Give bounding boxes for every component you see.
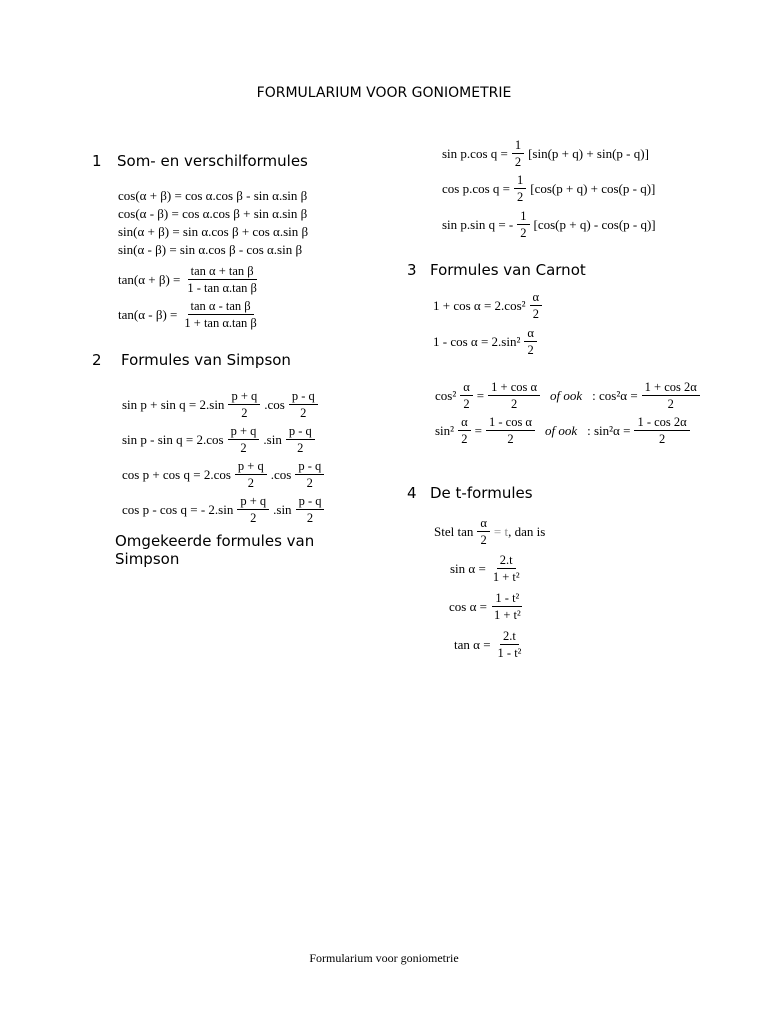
section-4-number: 4 xyxy=(407,484,417,502)
denominator: 2 xyxy=(510,397,518,411)
formula-lhs: cos² xyxy=(435,387,457,403)
numerator: p - q xyxy=(296,493,325,510)
formula-rhs: [cos(p + q) + cos(p - q)] xyxy=(530,180,656,196)
numerator: p - q xyxy=(286,423,315,440)
subsection-heading: Omgekeerde formules van Simpson xyxy=(115,532,315,568)
numerator: 1 xyxy=(514,172,526,189)
formula-inverse-3 xyxy=(440,208,658,241)
formula-t-intro xyxy=(432,515,547,548)
formula-rhs: [cos(p + q) - cos(p - q)] xyxy=(533,216,656,232)
fraction xyxy=(295,458,324,491)
formula-simpson-1 xyxy=(120,388,320,421)
section-2-number: 2 xyxy=(92,351,102,369)
numerator: 2.t xyxy=(500,628,519,645)
numerator: 1 xyxy=(517,208,529,225)
section-1-heading: Som- en verschilformules xyxy=(117,152,308,170)
formula-lhs: tan(α + β) = xyxy=(118,271,181,287)
formula-inverse-1 xyxy=(440,137,651,170)
formula-tan-sum xyxy=(116,263,262,296)
fraction xyxy=(495,628,525,661)
denominator: 1 + t² xyxy=(492,570,520,584)
formula-text: cos(α - β) = cos α.cos β + sin α.sin β xyxy=(118,206,308,221)
fraction xyxy=(512,137,524,170)
denominator: 2 xyxy=(532,307,539,321)
formula-simpson-3 xyxy=(120,458,326,491)
alt-lhs: : sin²α = xyxy=(587,422,631,438)
formula-text: cos(α + β) = cos α.cos β - sin α.sin β xyxy=(118,188,308,203)
formula-carnot-1 xyxy=(431,289,544,322)
formula-carnot-4 xyxy=(433,414,692,447)
fraction xyxy=(286,423,315,456)
fraction xyxy=(460,379,473,412)
formula-lhs: tan α = xyxy=(454,636,491,652)
formula-t-sin xyxy=(448,552,525,585)
denominator: 2 xyxy=(461,432,468,446)
alt-word: of ook xyxy=(550,387,583,403)
denominator: 2 xyxy=(250,511,257,525)
fraction xyxy=(184,263,260,296)
fraction xyxy=(517,208,529,241)
numerator: p - q xyxy=(295,458,324,475)
fraction xyxy=(458,414,471,447)
numerator: p + q xyxy=(228,388,260,405)
numerator: tan α + tan β xyxy=(188,263,257,280)
formula-text: sin(α + β) = sin α.cos β + cos α.sin β xyxy=(118,224,309,239)
section-2-heading: Formules van Simpson xyxy=(121,351,291,369)
fraction xyxy=(634,414,689,447)
alt-word: of ook xyxy=(544,422,578,438)
formula-t-cos xyxy=(447,590,526,623)
formula-mid: .sin xyxy=(263,431,282,447)
denominator: 2 xyxy=(507,432,514,446)
fraction xyxy=(642,379,700,412)
fraction xyxy=(514,172,526,205)
formula-simpson-4 xyxy=(120,493,326,526)
numerator: α xyxy=(530,289,543,306)
fraction xyxy=(235,458,267,491)
formula-tan-diff xyxy=(116,298,262,331)
denominator: 2 xyxy=(658,432,666,446)
fraction xyxy=(296,493,325,526)
formula-lhs: sin α = xyxy=(450,560,486,576)
formula-carnot-2 xyxy=(431,325,539,358)
formula-mid: .sin xyxy=(273,501,292,517)
intro-tail: , dan is xyxy=(508,523,546,539)
fraction xyxy=(237,493,269,526)
denominator: 2 xyxy=(514,155,522,169)
formula-lhs: sin p.cos q = xyxy=(442,145,508,161)
denominator: 2 xyxy=(297,441,304,455)
numerator: 1 xyxy=(512,137,524,154)
numerator: p - q xyxy=(289,388,318,405)
denominator: 2 xyxy=(463,397,470,411)
denominator: 1 - tan α.tan β xyxy=(187,281,257,295)
formula-lhs: cos p.cos q = xyxy=(442,180,510,196)
formula-t-tan xyxy=(452,628,526,661)
numerator: 1 - cos α xyxy=(486,414,535,431)
formula-lhs: 1 - cos α = 2.sin² xyxy=(433,333,521,349)
fraction xyxy=(181,298,259,331)
formula-lhs: cos p + cos q = 2.cos xyxy=(122,466,231,482)
denominator: 2 xyxy=(241,406,248,420)
fraction xyxy=(486,414,535,447)
numerator: 1 - cos 2α xyxy=(634,414,689,431)
numerator: α xyxy=(460,379,473,396)
page-title: FORMULARIUM VOOR GONIOMETRIE xyxy=(256,85,512,101)
denominator: 1 + t² xyxy=(493,608,521,622)
numerator: 2.t xyxy=(497,552,516,569)
formula-lhs: sin p.sin q = - xyxy=(442,216,514,232)
formula-cos-diff xyxy=(116,205,309,223)
formula-mid: .cos xyxy=(264,396,285,412)
formula-lhs: tan(α - β) = xyxy=(118,306,178,322)
fraction xyxy=(488,379,540,412)
formula-lhs: cos α = xyxy=(449,598,487,614)
formula-inverse-2 xyxy=(440,172,657,205)
denominator: 2 xyxy=(520,226,527,240)
denominator: 2 xyxy=(667,397,674,411)
formula-lhs: sin² xyxy=(435,422,455,438)
formula-rhs: [sin(p + q) + sin(p - q)] xyxy=(528,145,649,161)
fraction xyxy=(477,515,490,548)
formula-cos-sum xyxy=(116,187,309,205)
denominator: 2 xyxy=(306,476,313,490)
equals-sign: = xyxy=(476,387,485,403)
equals-sign: = xyxy=(474,422,482,438)
numerator: p + q xyxy=(228,423,260,440)
denominator: 2 xyxy=(300,406,307,420)
numerator: α xyxy=(458,414,471,431)
fraction xyxy=(491,590,524,623)
formula-lhs: 1 + cos α = 2.cos² xyxy=(433,297,526,313)
section-1-number: 1 xyxy=(92,152,102,170)
numerator: p + q xyxy=(235,458,267,475)
numerator: α xyxy=(524,325,537,342)
formula-lhs: cos p - cos q = - 2.sin xyxy=(122,501,234,517)
numerator: 1 - t² xyxy=(492,590,522,607)
formula-carnot-3 xyxy=(433,379,702,412)
section-3-heading: Formules van Carnot xyxy=(430,261,586,279)
denominator: 2 xyxy=(240,441,247,455)
fraction xyxy=(530,289,543,322)
fraction xyxy=(228,423,260,456)
denominator: 2 xyxy=(247,476,254,490)
fraction xyxy=(524,325,537,358)
numerator: 1 + cos α xyxy=(488,379,540,396)
denominator: 2 xyxy=(517,190,524,204)
formula-sin-diff xyxy=(116,241,304,259)
formula-lhs: Stel tan xyxy=(434,523,474,539)
fraction xyxy=(228,388,260,421)
page-footer: Formularium voor goniometrie xyxy=(309,951,459,965)
denominator: 2 xyxy=(306,511,314,525)
formula-sin-sum xyxy=(116,223,310,241)
formula-lhs: sin p - sin q = 2.cos xyxy=(122,431,224,447)
numerator: p + q xyxy=(237,493,269,510)
denominator: 2 xyxy=(527,343,534,357)
denominator: 1 - t² xyxy=(497,646,522,660)
denominator: 1 + tan α.tan β xyxy=(184,316,257,330)
fraction xyxy=(289,388,318,421)
fraction xyxy=(490,552,523,585)
numerator: tan α - tan β xyxy=(188,298,254,315)
numerator: 1 + cos 2α xyxy=(642,379,700,396)
formula-text: sin(α - β) = sin α.cos β - cos α.sin β xyxy=(118,242,303,257)
intro-equals: = t xyxy=(493,523,509,539)
formula-mid: .cos xyxy=(270,466,292,482)
alt-lhs: : cos²α = xyxy=(592,387,638,403)
formula-simpson-2 xyxy=(120,423,317,456)
section-3-number: 3 xyxy=(407,261,417,279)
section-4-heading: De t-formules xyxy=(430,484,533,502)
numerator: α xyxy=(477,515,490,532)
denominator: 2 xyxy=(480,533,487,547)
formula-lhs: sin p + sin q = 2.sin xyxy=(122,396,225,412)
